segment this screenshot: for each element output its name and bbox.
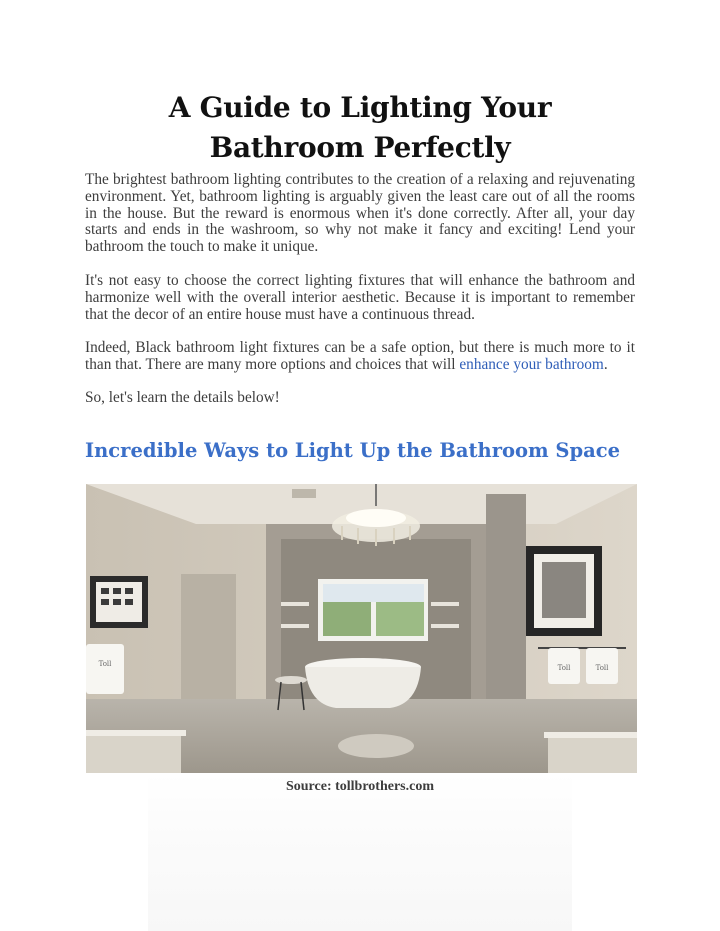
details-paragraph: So, let's learn the details below! — [85, 389, 280, 406]
towel-left — [86, 644, 124, 694]
vanity-right — [548, 736, 637, 773]
options-text: Indeed, Black bathroom light fixtures can be a safe option, but there is much more to it than that. There are many more options and choices that will — [85, 339, 635, 373]
freestanding-bathtub — [305, 667, 421, 708]
section-heading: Incredible Ways to Light Up the Bathroom Space — [85, 439, 621, 462]
window-sky — [323, 584, 424, 602]
bathroom-illustration — [86, 484, 637, 773]
enhance-bathroom-link[interactable]: enhance your bathroom — [459, 355, 604, 373]
options-paragraph — [85, 340, 635, 374]
shelf-left-1 — [281, 602, 309, 606]
image-caption: Source: tollbrothers.com — [285, 779, 434, 794]
faded-page-area — [148, 773, 572, 931]
article-title — [60, 88, 660, 168]
stool — [275, 676, 307, 684]
vanity-left — [86, 734, 181, 773]
shelf-left-2 — [281, 624, 309, 628]
towel-left-monogram: Toll — [98, 660, 112, 668]
towel-right-1-monogram: Toll — [557, 664, 571, 672]
title-line-2: Bathroom Perfectly — [209, 131, 511, 164]
shelf-right-1 — [431, 602, 459, 606]
intro-paragraph: The brightest bathroom lighting contributes to the creation of a relaxing and rejuvenating environment. Yet, bathroom lighting is arguably given the least care out of all the rooms in the house. But the reward is enormous when it's done correctly. After all, your day starts and ends in the washroom, so why not make it fancy and exciting! Lend your bathroom the touch to make it unique. — [85, 171, 635, 256]
shower-glass — [486, 494, 526, 724]
chandelier-glow — [346, 509, 406, 527]
vent-icon — [292, 489, 316, 498]
floor-tile-hex — [338, 734, 414, 758]
shelf-right-2 — [431, 624, 459, 628]
bathroom-photo — [86, 484, 637, 773]
title-line-1: A Guide to Lighting Your — [168, 91, 552, 124]
towel-right-2-monogram: Toll — [595, 664, 609, 672]
options-text-end: . — [603, 355, 608, 373]
fixtures-paragraph: It's not easy to choose the correct lighting fixtures that will enhance the bathroom and harmonize well with the overall interior aesthetic. Because it is important to remember that the decor of an entire house must have a continuous thread. — [85, 272, 635, 323]
